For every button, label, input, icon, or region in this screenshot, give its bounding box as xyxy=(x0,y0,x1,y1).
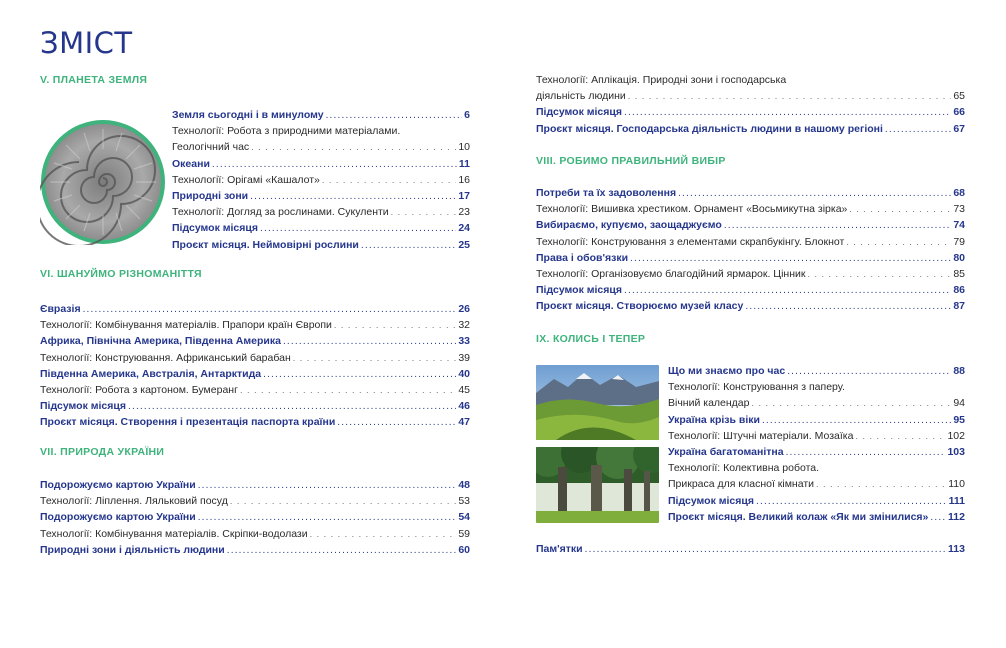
toc-entry[interactable] xyxy=(536,250,965,266)
toc-entry[interactable] xyxy=(668,363,965,379)
toc-entry-page: 23 xyxy=(458,206,470,219)
toc-entry-page: 10 xyxy=(458,141,470,154)
toc-entry-page: 80 xyxy=(953,251,965,264)
toc-entry-title: Підсумок місяця xyxy=(40,400,126,413)
dot-leader xyxy=(212,157,457,173)
toc-entry-title: Проєкт місяця. Господарська діяльність людини в нашому регіоні xyxy=(536,122,883,135)
toc-entry-title: Підсумок місяця xyxy=(668,494,754,507)
toc-entry[interactable] xyxy=(40,493,470,509)
toc-entry[interactable] xyxy=(40,477,470,493)
toc-entry-page: 65 xyxy=(953,90,965,103)
toc-entry-title: Технології: Орігамі «Кашалот» xyxy=(172,173,320,186)
toc-entry-page: 73 xyxy=(953,203,965,216)
toc-entry-title: Африка, Північна Америка, Південна Америка xyxy=(40,335,281,348)
toc-entry[interactable] xyxy=(40,526,470,542)
toc-entry-title: Підсумок місяця xyxy=(172,222,258,235)
toc-entry[interactable] xyxy=(40,398,470,414)
dot-leader xyxy=(260,221,456,237)
toc-entry-page: 33 xyxy=(458,335,470,348)
dot-leader xyxy=(293,350,457,366)
unit-entries xyxy=(536,72,965,138)
toc-entry[interactable] xyxy=(536,104,965,120)
dot-leader xyxy=(624,105,951,121)
toc-entry-title: Південна Америка, Австралія, Антарктида xyxy=(40,367,262,380)
toc-entry[interactable] xyxy=(172,220,470,236)
toc-entry-page: 88 xyxy=(953,365,965,377)
toc-entry-title: Технології: Штучні матеріали. Мозаїка xyxy=(668,429,854,442)
toc-entry-title: Технології: Організовуємо благодійний ярмарок. Цінник xyxy=(536,268,806,280)
toc-entry-title: Подорожуємо картою України xyxy=(40,511,196,524)
unit-entries xyxy=(40,301,470,431)
page-title: ЗМІСТ xyxy=(40,26,133,60)
unit-entries xyxy=(172,107,470,257)
toc-entry-title: Технології: Робота з природними матеріалами. xyxy=(172,125,401,138)
toc-entry-page: 54 xyxy=(458,511,470,524)
toc-entry[interactable] xyxy=(536,201,965,217)
toc-entry-page: 103 xyxy=(947,446,965,458)
toc-entry-title: Технології: Комбінування матеріалів. Прапори країн Європи xyxy=(40,319,332,332)
toc-entry-title: Технології: Конструювання з елементами скрапбукінгу. Блокнот xyxy=(536,235,845,248)
dot-leader xyxy=(624,283,951,299)
toc-entry[interactable] xyxy=(172,156,470,172)
dot-leader xyxy=(585,542,946,558)
toc-entry[interactable] xyxy=(668,460,965,476)
unit-entries xyxy=(536,541,965,559)
dot-leader xyxy=(628,88,952,104)
toc-entry[interactable] xyxy=(668,395,965,411)
toc-entry[interactable] xyxy=(668,379,965,395)
dot-leader xyxy=(251,139,456,155)
toc-entry-title: Технології: Догляд за рослинами. Сукуленти xyxy=(172,206,389,219)
toc-entry-title: Природні зони і діяльність людини xyxy=(40,543,225,556)
dot-leader xyxy=(227,543,457,559)
toc-entry-title: Технології: Ліплення. Ляльковий посуд xyxy=(40,495,228,508)
dot-leader xyxy=(240,382,456,398)
dot-leader xyxy=(786,445,946,461)
dot-leader xyxy=(787,364,951,380)
dot-leader xyxy=(745,299,951,315)
dot-leader xyxy=(846,234,951,250)
toc-entry-title: Проєкт місяця. Великий колаж «Як ми змінилися» xyxy=(668,510,929,523)
toc-entry-title: Геологічний час xyxy=(172,141,250,154)
unit-heading: VI. ШАНУЙМО РІЗНОМАНІТТЯ xyxy=(40,268,202,280)
dot-leader xyxy=(83,302,457,318)
unit-heading: V. ПЛАНЕТА ЗЕМЛЯ xyxy=(40,74,148,86)
toc-entry[interactable] xyxy=(668,493,965,509)
toc-entry[interactable] xyxy=(40,542,470,558)
dot-leader xyxy=(322,172,456,188)
dot-leader xyxy=(816,476,946,492)
toc-entry-title: Україна багатоманітна xyxy=(668,446,784,458)
dot-leader xyxy=(337,415,456,431)
toc-entry-title: Проєкт місяця. Неймовірні рослини xyxy=(172,238,359,251)
toc-entry-page: 94 xyxy=(953,397,965,410)
toc-entry[interactable] xyxy=(536,282,965,298)
toc-entry[interactable] xyxy=(172,172,470,188)
toc-entry-title: Проєкт місяця. Створюємо музей класу xyxy=(536,300,744,313)
toc-entry-page: 85 xyxy=(953,268,965,280)
toc-entry[interactable] xyxy=(536,541,965,557)
dot-leader xyxy=(250,189,456,205)
toc-entry-page: 86 xyxy=(953,284,965,297)
toc-entry-page: 66 xyxy=(953,106,965,119)
toc-entry-page: 68 xyxy=(953,187,965,199)
toc-entry-page: 46 xyxy=(458,400,470,413)
toc-entry-title: Технології: Вишивка хрестиком. Орнамент «Восьмикутна зірка» xyxy=(536,203,848,216)
dot-leader xyxy=(855,428,945,444)
toc-entry-title: Прикраса для класної кімнати xyxy=(668,478,815,491)
dot-leader xyxy=(807,266,951,282)
dot-leader xyxy=(230,493,456,509)
toc-entry[interactable] xyxy=(668,476,965,492)
toc-entry-title: Природні зони xyxy=(172,190,249,202)
toc-entry-page: 102 xyxy=(947,429,965,442)
dot-leader xyxy=(361,238,456,254)
toc-entry-title: діяльність людини xyxy=(536,90,626,103)
dot-leader xyxy=(885,122,951,138)
toc-entry-title: Технології: Конструювання з паперу. xyxy=(668,381,845,394)
toc-entry-page: 79 xyxy=(953,235,965,248)
toc-entry-page: 47 xyxy=(458,416,470,429)
toc-entry-page: 111 xyxy=(948,494,965,507)
dot-leader xyxy=(930,510,946,526)
toc-entry-title: Права і обов'язки xyxy=(536,251,629,264)
toc-entry-title: Подорожуємо картою України xyxy=(40,479,196,491)
toc-entry[interactable] xyxy=(40,301,470,317)
toc-entry-page: 40 xyxy=(458,367,470,380)
toc-entry[interactable] xyxy=(40,317,470,333)
toc-entry-title: Підсумок місяця xyxy=(536,106,622,119)
toc-entry-title: Технології: Аплікація. Природні зони і господарська xyxy=(536,74,787,86)
dot-leader xyxy=(678,186,951,202)
toc-entry-title: Пам'ятки xyxy=(536,543,583,555)
toc-entry-page: 60 xyxy=(458,543,470,556)
toc-entry-page: 16 xyxy=(458,173,470,186)
dot-leader xyxy=(756,494,947,510)
toc-entry-title: Підсумок місяця xyxy=(536,284,622,297)
dot-leader xyxy=(310,526,457,542)
toc-entry-title: Технології: Комбінування матеріалів. Скріпки-водолази xyxy=(40,527,308,540)
toc-entry[interactable] xyxy=(40,350,470,366)
toc-entry[interactable] xyxy=(536,72,965,88)
toc-entry-page: 112 xyxy=(948,510,965,523)
toc-entry-title: Технології: Робота з картоном. Бумеранг xyxy=(40,384,238,396)
unit-heading: VIII. РОБИМО ПРАВИЛЬНИЙ ВИБІР xyxy=(536,155,726,167)
toc-entry-title: Вічний календар xyxy=(668,397,750,410)
mountains-photo xyxy=(536,365,659,440)
unit-entries xyxy=(536,185,965,315)
toc-entry[interactable] xyxy=(536,185,965,201)
dot-leader xyxy=(198,478,457,494)
toc-entry[interactable] xyxy=(668,428,965,444)
toc-entry-page: 6 xyxy=(464,109,470,121)
toc-entry-page: 113 xyxy=(948,543,965,555)
toc-entry-page: 11 xyxy=(458,157,470,170)
toc-entry-page: 87 xyxy=(953,300,965,313)
dot-leader xyxy=(334,317,456,333)
unit-heading: VII. ПРИРОДА УКРАЇНИ xyxy=(40,446,165,458)
toc-entry-page: 110 xyxy=(948,478,965,491)
toc-entry[interactable] xyxy=(172,188,470,204)
toc-entry[interactable] xyxy=(668,444,965,460)
toc-entry[interactable] xyxy=(172,123,470,139)
dot-leader xyxy=(326,108,463,124)
toc-entry[interactable] xyxy=(40,333,470,349)
toc-entry-page: 32 xyxy=(458,319,470,332)
toc-entry-page: 74 xyxy=(953,219,965,232)
dot-leader xyxy=(630,251,951,267)
toc-entry-page: 25 xyxy=(458,238,470,251)
toc-entry[interactable] xyxy=(40,509,470,525)
dot-leader xyxy=(762,413,951,429)
toc-entry-title: Океани xyxy=(172,157,210,170)
toc-entry[interactable] xyxy=(40,366,470,382)
unit-entries xyxy=(40,477,470,559)
toc-entry-title: Потреби та їх задоволення xyxy=(536,187,677,199)
toc-entry-title: Технології: Конструювання. Африканський барабан xyxy=(40,351,291,364)
toc-entry[interactable] xyxy=(536,217,965,233)
toc-entry-page: 59 xyxy=(458,527,470,540)
unit-entries xyxy=(668,363,965,529)
dot-leader xyxy=(263,367,456,383)
toc-entry-title: Проєкт місяця. Створення і презентація паспорта країни xyxy=(40,416,336,429)
toc-entry[interactable] xyxy=(536,88,965,104)
ammonite-fossil-image xyxy=(40,119,166,245)
toc-entry[interactable] xyxy=(668,509,965,525)
toc-entry-title: Україна крізь віки xyxy=(668,413,760,426)
forest-photo xyxy=(536,447,659,523)
toc-entry-title: Вибираємо, купуємо, заощаджуємо xyxy=(536,219,722,232)
dot-leader xyxy=(391,204,457,220)
toc-entry-page: 53 xyxy=(458,495,470,508)
toc-entry-page: 26 xyxy=(458,303,470,315)
toc-entry[interactable] xyxy=(536,266,965,282)
dot-leader xyxy=(283,334,456,350)
toc-entry[interactable] xyxy=(40,414,470,430)
toc-entry-page: 48 xyxy=(458,479,470,491)
toc-entry[interactable] xyxy=(40,382,470,398)
dot-leader xyxy=(198,510,457,526)
unit-heading: IX. КОЛИСЬ І ТЕПЕР xyxy=(536,333,646,345)
dot-leader xyxy=(752,395,952,411)
dot-leader xyxy=(849,201,951,217)
toc-entry-page: 17 xyxy=(458,190,470,202)
toc-entry-page: 24 xyxy=(458,222,470,235)
toc-entry-title: Земля сьогодні і в минулому xyxy=(172,109,324,121)
toc-entry-page: 95 xyxy=(953,413,965,426)
toc-entry-title: Технології: Колективна робота. xyxy=(668,462,820,475)
toc-entry[interactable] xyxy=(172,204,470,220)
toc-entry[interactable] xyxy=(172,139,470,155)
toc-entry-title: Що ми знаємо про час xyxy=(668,365,786,377)
toc-entry[interactable] xyxy=(172,237,470,253)
toc-entry[interactable] xyxy=(668,412,965,428)
toc-entry[interactable] xyxy=(536,298,965,314)
toc-entry[interactable] xyxy=(172,107,470,123)
toc-entry-page: 39 xyxy=(458,351,470,364)
toc-entry[interactable] xyxy=(536,121,965,137)
toc-entry-page: 45 xyxy=(458,384,470,396)
dot-leader xyxy=(724,218,952,234)
toc-entry-page: 67 xyxy=(953,122,965,135)
toc-entry-title: Євразія xyxy=(40,303,81,315)
dot-leader xyxy=(128,399,456,415)
toc-entry[interactable] xyxy=(536,234,965,250)
